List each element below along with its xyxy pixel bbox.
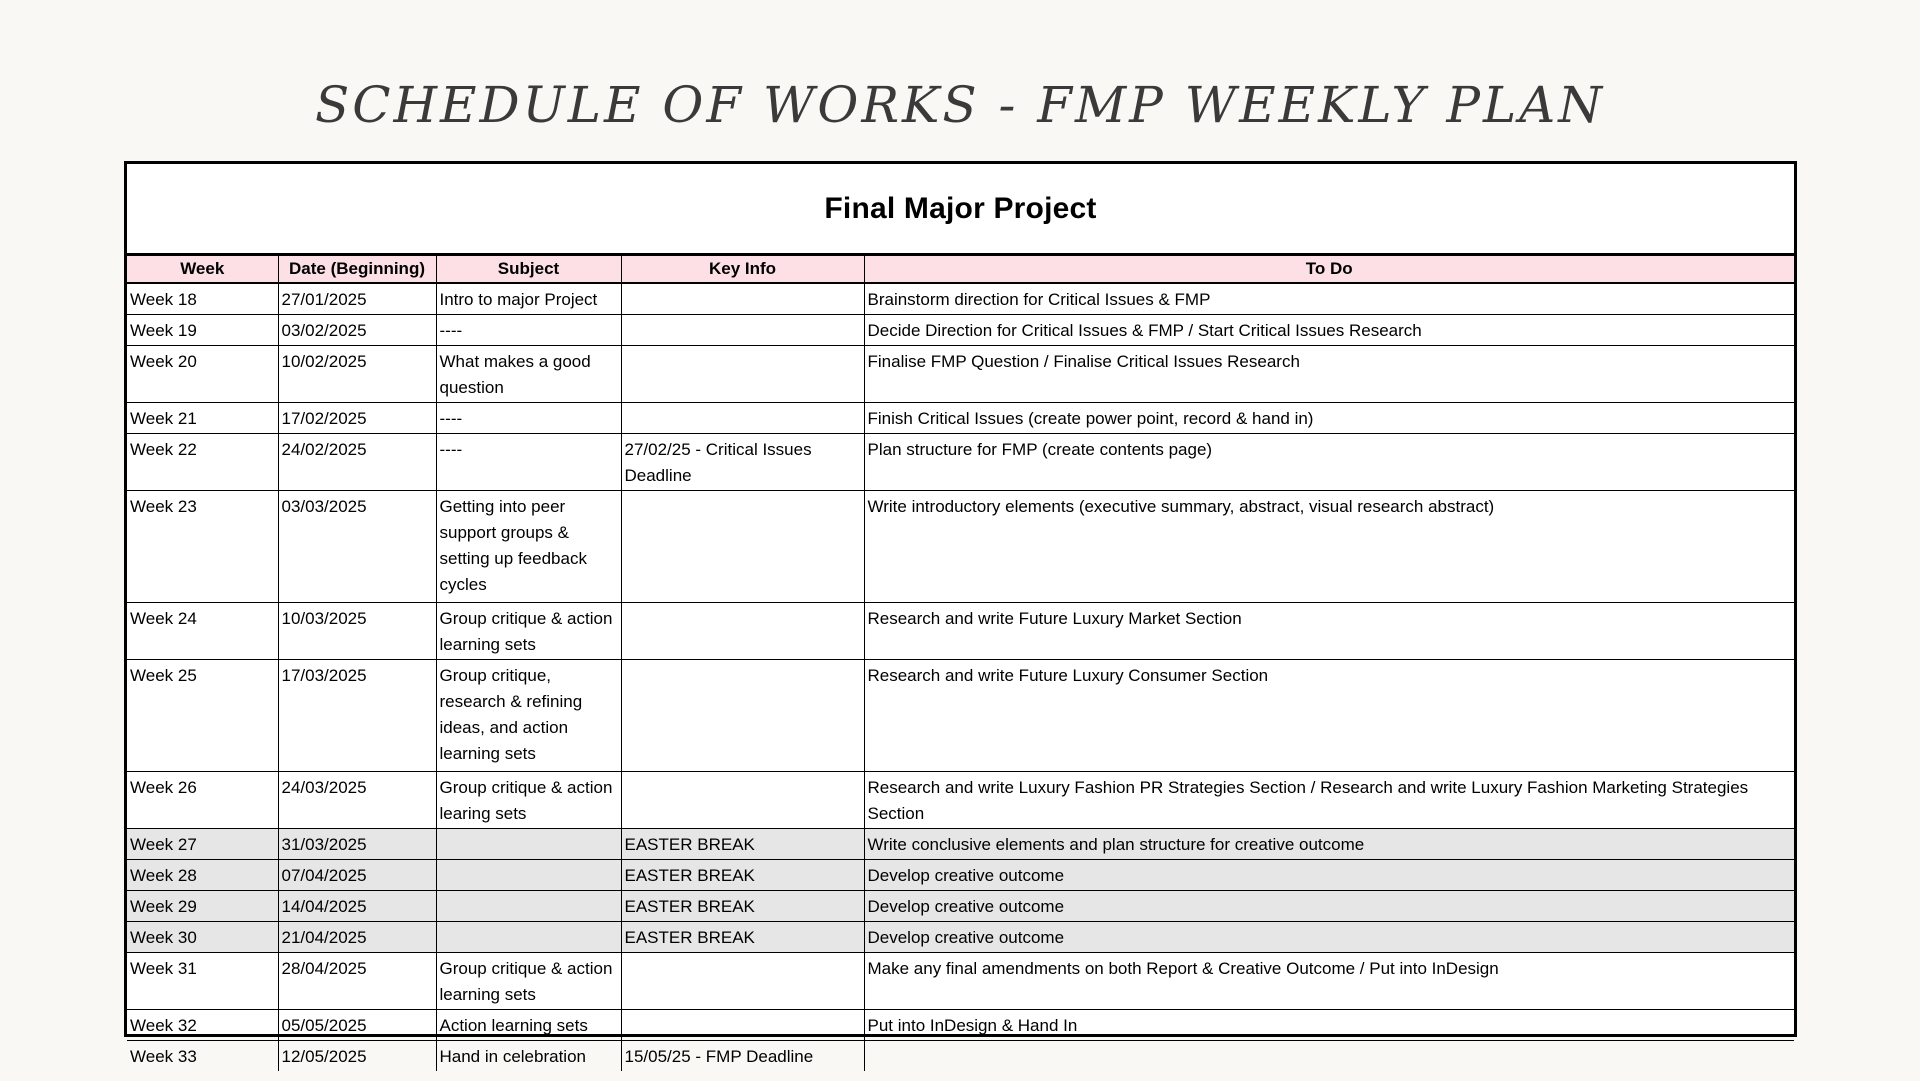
table-row (127, 346, 1794, 403)
cell-subject: What makes a good question (436, 346, 621, 403)
cell-week: Week 20 (127, 346, 278, 403)
schedule-body (127, 283, 1794, 1071)
table-row (127, 1010, 1794, 1041)
column-header-key-info: Key Info (621, 256, 864, 283)
cell-week: Week 22 (127, 434, 278, 491)
cell-key-info: EASTER BREAK (621, 891, 864, 922)
cell-date: 14/04/2025 (278, 891, 436, 922)
cell-to-do: Research and write Future Luxury Market Section (864, 603, 1794, 660)
cell-week: Week 21 (127, 403, 278, 434)
cell-key-info: EASTER BREAK (621, 829, 864, 860)
cell-week: Week 23 (127, 491, 278, 603)
cell-subject: Intro to major Project (436, 283, 621, 315)
table-row (127, 283, 1794, 315)
cell-week: Week 26 (127, 772, 278, 829)
cell-week: Week 28 (127, 860, 278, 891)
table-row (127, 1041, 1794, 1072)
table-row (127, 603, 1794, 660)
cell-to-do: Develop creative outcome (864, 891, 1794, 922)
cell-subject (436, 891, 621, 922)
table-row (127, 829, 1794, 860)
cell-subject (436, 829, 621, 860)
table-row (127, 434, 1794, 491)
cell-week: Week 19 (127, 315, 278, 346)
page-title: SCHEDULE OF WORKS - FMP WEEKLY PLAN (314, 76, 1606, 134)
cell-subject: Hand in celebration (436, 1041, 621, 1072)
cell-week: Week 33 (127, 1041, 278, 1072)
cell-date: 10/02/2025 (278, 346, 436, 403)
cell-key-info: 15/05/25 - FMP Deadline (621, 1041, 864, 1072)
cell-date: 07/04/2025 (278, 860, 436, 891)
cell-date: 17/03/2025 (278, 660, 436, 772)
cell-to-do: Research and write Luxury Fashion PR Strategies Section / Research and write Luxury Fashion Marketing Strategies Section (864, 772, 1794, 829)
cell-to-do: Make any final amendments on both Report & Creative Outcome / Put into InDesign (864, 953, 1794, 1010)
cell-date: 28/04/2025 (278, 953, 436, 1010)
table-row (127, 660, 1794, 772)
table-row (127, 953, 1794, 1010)
cell-date: 24/03/2025 (278, 772, 436, 829)
cell-week: Week 25 (127, 660, 278, 772)
cell-to-do: Brainstorm direction for Critical Issues & FMP (864, 283, 1794, 315)
cell-to-do: Put into InDesign & Hand In (864, 1010, 1794, 1041)
column-header-subject: Subject (436, 256, 621, 283)
cell-key-info: EASTER BREAK (621, 922, 864, 953)
schedule-table (127, 256, 1794, 1071)
cell-date: 03/02/2025 (278, 315, 436, 346)
cell-week: Week 18 (127, 283, 278, 315)
cell-date: 24/02/2025 (278, 434, 436, 491)
cell-key-info (621, 660, 864, 772)
cell-key-info (621, 491, 864, 603)
schedule-sheet (124, 161, 1797, 1066)
cell-subject: Group critique & action learning sets (436, 603, 621, 660)
table-row (127, 315, 1794, 346)
table-row (127, 891, 1794, 922)
cell-week: Week 31 (127, 953, 278, 1010)
cell-to-do: Plan structure for FMP (create contents page) (864, 434, 1794, 491)
cell-subject: Getting into peer support groups & setting up feedback cycles (436, 491, 621, 603)
cell-to-do: Write introductory elements (executive summary, abstract, visual research abstract) (864, 491, 1794, 603)
cell-key-info (621, 346, 864, 403)
header-row (127, 256, 1794, 283)
cell-week: Week 30 (127, 922, 278, 953)
cell-key-info: 27/02/25 - Critical Issues Deadline (621, 434, 864, 491)
cell-key-info (621, 1010, 864, 1041)
cell-key-info (621, 403, 864, 434)
cell-date: 12/05/2025 (278, 1041, 436, 1072)
cell-to-do: Develop creative outcome (864, 860, 1794, 891)
cell-week: Week 27 (127, 829, 278, 860)
table-row (127, 772, 1794, 829)
cell-to-do: Finalise FMP Question / Finalise Critical Issues Research (864, 346, 1794, 403)
cell-key-info (621, 603, 864, 660)
cell-to-do: Research and write Future Luxury Consumer Section (864, 660, 1794, 772)
cell-key-info (621, 315, 864, 346)
cell-week: Week 24 (127, 603, 278, 660)
cell-to-do: Write conclusive elements and plan structure for creative outcome (864, 829, 1794, 860)
cell-to-do: Finish Critical Issues (create power point, record & hand in) (864, 403, 1794, 434)
column-header-date: Date (Beginning) (278, 256, 436, 283)
column-header-week: Week (127, 256, 278, 283)
cell-subject: Group critique, research & refining ideas, and action learning sets (436, 660, 621, 772)
table-row (127, 860, 1794, 891)
cell-week: Week 29 (127, 891, 278, 922)
cell-date: 10/03/2025 (278, 603, 436, 660)
cell-subject: ---- (436, 403, 621, 434)
cell-to-do: Develop creative outcome (864, 922, 1794, 953)
cell-key-info (621, 772, 864, 829)
table-row (127, 403, 1794, 434)
cell-subject (436, 860, 621, 891)
cell-subject: Group critique & action learing sets (436, 772, 621, 829)
cell-to-do (864, 1041, 1794, 1072)
cell-to-do: Decide Direction for Critical Issues & FMP / Start Critical Issues Research (864, 315, 1794, 346)
cell-week: Week 32 (127, 1010, 278, 1041)
cell-subject: ---- (436, 434, 621, 491)
cell-date: 31/03/2025 (278, 829, 436, 860)
cell-subject (436, 922, 621, 953)
cell-key-info: EASTER BREAK (621, 860, 864, 891)
sheet-heading: Final Major Project (127, 164, 1794, 256)
cell-date: 17/02/2025 (278, 403, 436, 434)
column-header-to-do: To Do (864, 256, 1794, 283)
cell-date: 05/05/2025 (278, 1010, 436, 1041)
cell-subject: Action learning sets (436, 1010, 621, 1041)
cell-date: 27/01/2025 (278, 283, 436, 315)
cell-subject: ---- (436, 315, 621, 346)
cell-subject: Group critique & action learning sets (436, 953, 621, 1010)
cell-date: 21/04/2025 (278, 922, 436, 953)
table-row (127, 491, 1794, 603)
cell-key-info (621, 283, 864, 315)
cell-date: 03/03/2025 (278, 491, 436, 603)
cell-key-info (621, 953, 864, 1010)
table-row (127, 922, 1794, 953)
